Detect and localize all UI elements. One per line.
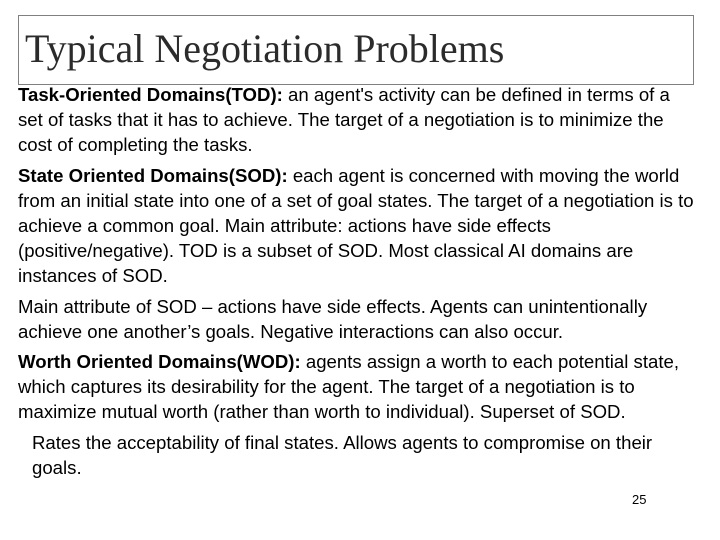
term-sod: State Oriented Domains(SOD): [18, 164, 288, 186]
text-wod: agents assign a worth to each potential state, which captures its desirability for the agent. The target of a negotiation is to maximize mutual worth (rather than worth to individual). Superset of SOD. [18, 351, 679, 423]
text-tod: an agent's activity can be defined in terms of a set of tasks that it has to achieve. The target of a negotiation is to minimize the cost of completing the tasks. [18, 84, 670, 156]
paragraph-tod [18, 82, 698, 158]
term-tod: Task-Oriented Domains(TOD): [18, 84, 283, 105]
paragraph-sod-attribute [18, 294, 698, 344]
text-sod: each agent is concerned with moving the world from an initial state into one of a set of goal states. The target of a negotiation is to achieve a common goal. Main attribute: actions have side effects (positive/negative). TOD is a subset of SOD. Most classical AI domains are instances of SOD. [18, 164, 694, 287]
paragraph-wod-rates [18, 430, 698, 480]
term-wod: Worth Oriented Domains(WOD): [18, 351, 301, 373]
paragraph-sod [18, 163, 698, 289]
paragraph-wod [18, 349, 698, 425]
page-number: 25 [632, 492, 647, 507]
title-box [18, 15, 694, 85]
slide-body [18, 82, 698, 485]
text-wod-rates: Rates the acceptability of final states. Allows agents to compromise on their goals. [32, 431, 653, 478]
text-sod-attribute: Main attribute of SOD – actions have side effects. Agents can unintentionally achieve one another’s goals. Negative interactions can also occur. [18, 295, 648, 342]
slide-title: Typical Negotiation Problems [25, 26, 505, 71]
